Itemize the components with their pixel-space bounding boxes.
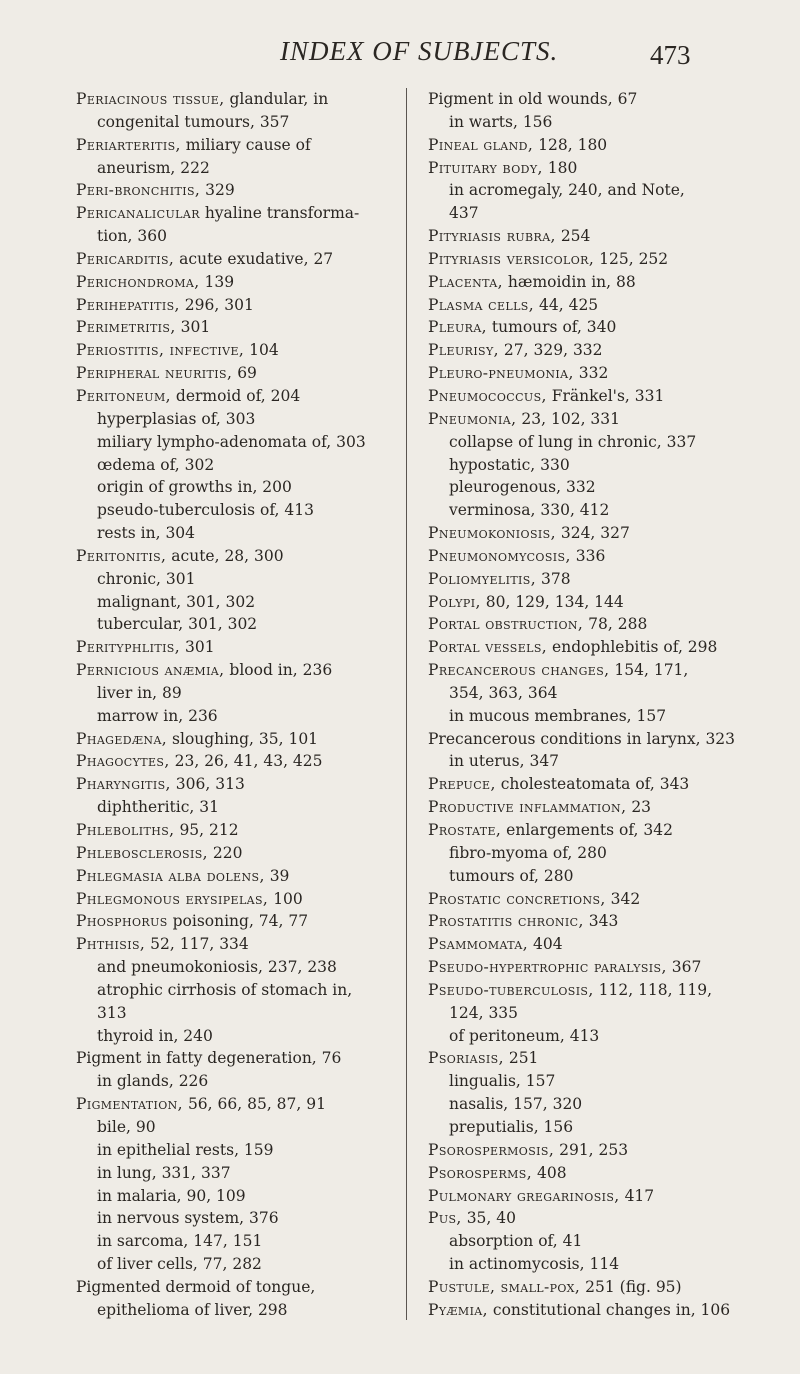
entry-heading: Pneumonomycosis, [428, 546, 571, 565]
index-entry [428, 157, 768, 180]
entry-heading: Pharyngitis, [76, 775, 171, 794]
entry-heading: Portal vessels, [428, 638, 548, 657]
entry-text: 139 [199, 272, 235, 291]
entry-text: hypostatic, 330 [449, 455, 570, 474]
entry-heading: Pneumococcus, [428, 386, 547, 405]
entry-heading: Prostatic concretions, [428, 889, 606, 908]
index-entry [76, 248, 416, 271]
index-entry [76, 910, 416, 933]
entry-text: glandular, in [224, 90, 329, 108]
entry-heading: Plasma cells, [428, 295, 535, 314]
entry-text: 23, 26, 41, 43, 425 [169, 752, 323, 771]
entry-text: 342 [605, 889, 641, 908]
entry-text: 23, 102, 331 [516, 409, 621, 428]
entry-text: 251 [503, 1049, 539, 1068]
entry-text: Fränkel's, 331 [546, 386, 665, 405]
entry-text: cholesteatomata of, 343 [495, 775, 690, 794]
entry-text: 100 [268, 889, 303, 908]
entry-text: acute exudative, 27 [174, 249, 334, 268]
entry-heading: Pustule, small-pox, [428, 1277, 581, 1296]
entry-text: in nervous system, 376 [97, 1209, 279, 1228]
entry-text: endophlebitis of, 298 [547, 638, 718, 657]
entry-heading: Pneumonia, [428, 409, 517, 428]
entry-text: sloughing, 35, 101 [167, 729, 319, 748]
index-column-right [428, 88, 768, 1322]
entry-text: marrow in, 236 [97, 706, 218, 725]
entry-text: origin of growths in, 200 [97, 478, 292, 497]
index-subentry [76, 796, 416, 819]
index-entry [428, 796, 768, 819]
index-entry [428, 294, 768, 317]
entry-text: 180 [542, 158, 578, 177]
index-entry [76, 659, 416, 682]
index-entry [76, 545, 416, 568]
index-entry [428, 339, 768, 362]
entry-text: of liver cells, 77, 282 [97, 1255, 262, 1274]
entry-heading: Phosphorus [76, 912, 168, 931]
entry-heading: Pityriasis versicolor, [428, 249, 595, 268]
index-entry [428, 362, 768, 385]
index-entry [428, 1139, 768, 1162]
entry-text: 301 [175, 318, 211, 337]
entry-heading: Phthisis, [76, 935, 146, 954]
index-subentry [76, 1185, 416, 1208]
index-subentry [76, 1116, 416, 1139]
entry-text: Pigment in fatty degeneration, 76 [76, 1049, 342, 1068]
index-entry [76, 728, 416, 751]
index-subentry [428, 1116, 768, 1139]
index-entry [428, 271, 768, 294]
index-subentry [76, 1002, 416, 1025]
entry-text: 437 [449, 204, 479, 223]
index-subentry [76, 225, 416, 248]
entry-text: 56, 66, 85, 87, 91 [183, 1095, 326, 1114]
entry-text: constitutional changes in, 106 [487, 1300, 731, 1319]
index-entry [76, 888, 416, 911]
index-subentry [76, 454, 416, 477]
index-subentry [428, 1253, 768, 1276]
entry-text: 404 [528, 935, 563, 954]
index-entry [428, 613, 768, 636]
entry-text: 39 [264, 866, 290, 885]
index-entry [428, 1047, 768, 1070]
entry-text: aneurism, 222 [97, 158, 210, 177]
entry-text: dermoid of, 204 [170, 386, 301, 405]
entry-text: malignant, 301, 302 [97, 592, 256, 611]
entry-heading: Precancerous changes, [428, 661, 610, 680]
entry-heading: Pericanalicular [76, 204, 200, 223]
entry-heading: Pseudo-hypertrophic paralysis, [428, 958, 667, 977]
index-entry [428, 591, 768, 614]
entry-text: 301 [180, 638, 215, 657]
index-entry [428, 248, 768, 271]
entry-text: nasalis, 157, 320 [449, 1095, 583, 1114]
entry-heading: Psorospermosis, [428, 1140, 555, 1159]
index-subentry [76, 522, 416, 545]
entry-heading: Placenta, [428, 272, 503, 291]
entry-text: 112, 118, 119, [593, 980, 713, 999]
index-subentry [428, 179, 768, 202]
index-entry [76, 134, 416, 157]
index-entry [428, 1162, 768, 1185]
index-subentry [76, 408, 416, 431]
index-entry [76, 750, 416, 773]
entry-text: 27, 329, 332 [499, 341, 603, 360]
entry-text: in epithelial rests, 159 [97, 1140, 274, 1159]
entry-text: hyaline transforma- [199, 204, 360, 223]
index-entry [428, 888, 768, 911]
entry-text: 104 [244, 341, 279, 360]
entry-text: in malaria, 90, 109 [97, 1186, 246, 1205]
index-subentry [76, 1230, 416, 1253]
entry-heading: Pleuro-pneumonia, [428, 364, 574, 383]
entry-text: 69 [232, 364, 257, 383]
entry-text: 336 [570, 546, 606, 565]
entry-text: 128, 180 [533, 135, 608, 154]
entry-text: 23 [626, 798, 652, 817]
index-entry [428, 385, 768, 408]
entry-text: diphtheritic, 31 [97, 798, 219, 817]
index-entry [76, 339, 416, 362]
entry-heading: Productive inflammation, [428, 798, 627, 817]
index-subentry [76, 1299, 416, 1322]
entry-text: 251 (fig. 95) [580, 1277, 682, 1296]
entry-text: in uterus, 347 [449, 752, 560, 771]
entry-text: absorption of, 41 [449, 1232, 583, 1251]
entry-heading: Pseudo-tuberculosis, [428, 980, 594, 999]
entry-heading: Psorosperms, [428, 1163, 533, 1182]
index-subentry [428, 750, 768, 773]
index-entry [76, 294, 416, 317]
index-entry [76, 88, 416, 111]
entry-text: 332 [573, 364, 609, 383]
entry-heading: Periarteritis, [76, 135, 181, 154]
entry-text: 95, 212 [174, 821, 239, 839]
index-subentry [76, 476, 416, 499]
entry-heading: Pernicious anæmia, [76, 661, 225, 680]
entry-heading: Periacinous tissue, [76, 90, 225, 108]
entry-text: 313 [97, 1003, 127, 1022]
index-entry [428, 568, 768, 591]
entry-heading: Portal obstruction, [428, 615, 584, 634]
index-entry [76, 316, 416, 339]
entry-heading: Pericarditis, [76, 249, 175, 268]
entry-heading: Psoriasis, [428, 1049, 504, 1068]
entry-text: 354, 363, 364 [449, 683, 558, 702]
entry-heading: Phleboliths, [76, 821, 175, 839]
entry-heading: Phagedæna, [76, 729, 168, 748]
entry-text: acute, 28, 300 [166, 546, 284, 565]
entry-text: in acromegaly, 240, and Note, [449, 181, 685, 200]
entry-text: 220 [208, 843, 243, 862]
entry-text: epithelioma of liver, 298 [97, 1300, 288, 1319]
index-subentry [76, 1162, 416, 1185]
index-subentry [428, 682, 768, 705]
entry-heading: Perimetritis, [76, 318, 176, 337]
index-subentry [428, 1230, 768, 1253]
index-subentry [428, 1025, 768, 1048]
entry-text: verminosa, 330, 412 [449, 501, 610, 520]
entry-text: tion, 360 [97, 227, 167, 246]
index-entry [428, 316, 768, 339]
index-entry [428, 545, 768, 568]
entry-heading: Pityriasis rubra, [428, 227, 556, 246]
entry-text: rests in, 304 [97, 524, 196, 543]
entry-text: pleurogenous, 332 [449, 478, 596, 497]
entry-heading: Pus, [428, 1209, 462, 1228]
index-entry [76, 362, 416, 385]
entry-text: chronic, 301 [97, 569, 196, 588]
index-subentry [428, 431, 768, 454]
entry-text: 343 [583, 912, 619, 931]
index-entry [428, 956, 768, 979]
entry-text: 296, 301 [179, 295, 254, 314]
entry-text: tumours of, 340 [487, 318, 617, 337]
index-entry [76, 202, 416, 225]
index-entry [76, 933, 416, 956]
page-number: 473 [650, 40, 691, 70]
entry-heading: Phagocytes, [76, 752, 170, 771]
entry-text: collapse of lung in chronic, 337 [449, 432, 697, 451]
entry-text: liver in, 89 [97, 683, 182, 702]
index-subentry [76, 111, 416, 134]
entry-heading: Phlegmonous erysipelas, [76, 889, 269, 908]
index-entry [428, 408, 768, 431]
entry-text: 80, 129, 134, 144 [480, 592, 624, 611]
entry-text: 408 [532, 1163, 567, 1182]
index-entry [428, 1207, 768, 1230]
entry-heading: Pituitary body, [428, 158, 543, 177]
entry-text: pseudo-tuberculosis of, 413 [97, 501, 314, 520]
index-entry [76, 1047, 416, 1070]
entry-text: Pigment in old wounds, 67 [428, 90, 638, 108]
entry-text: 254 [555, 227, 591, 246]
running-header [0, 34, 800, 74]
entry-text: 417 [619, 1186, 655, 1205]
index-entry [428, 979, 768, 1002]
entry-text: preputialis, 156 [449, 1117, 574, 1136]
entry-heading: Pneumokoniosis, [428, 524, 556, 543]
index-entry [76, 1276, 416, 1299]
entry-text: thyroid in, 240 [97, 1026, 213, 1045]
index-column-left [76, 88, 416, 1322]
entry-text: lingualis, 157 [449, 1072, 556, 1091]
index-subentry [76, 956, 416, 979]
entry-text: in actinomycosis, 114 [449, 1255, 620, 1274]
index-entry [76, 271, 416, 294]
entry-heading: Prostate, [428, 821, 502, 839]
index-subentry [76, 568, 416, 591]
entry-text: and pneumokoniosis, 237, 238 [97, 958, 337, 977]
entry-heading: Prepuce, [428, 775, 496, 794]
index-entry [76, 773, 416, 796]
entry-heading: Pigmentation, [76, 1095, 184, 1114]
entry-text: enlargements of, 342 [501, 821, 673, 839]
index-subentry [428, 111, 768, 134]
index-entry [76, 636, 416, 659]
entry-text: 78, 288 [583, 615, 648, 634]
entry-heading: Peritonitis, [76, 546, 167, 565]
index-subentry [76, 682, 416, 705]
entry-text: fibro-myoma of, 280 [449, 843, 607, 862]
index-entry [428, 636, 768, 659]
index-entry [76, 865, 416, 888]
entry-text: in warts, 156 [449, 112, 553, 131]
entry-heading: Pineal gland, [428, 135, 534, 154]
entry-text: 324, 327 [555, 524, 630, 543]
entry-heading: Peripheral neuritis, [76, 364, 233, 383]
index-entry [428, 1185, 768, 1208]
running-title: INDEX OF SUBJECTS. [280, 36, 559, 66]
index-subentry [76, 613, 416, 636]
index-entry [428, 134, 768, 157]
entry-text: Pigmented dermoid of tongue, [76, 1277, 316, 1296]
index-entry [428, 1299, 768, 1322]
entry-heading: Perichondroma, [76, 272, 200, 291]
entry-heading: Prostatitis chronic, [428, 912, 584, 931]
entry-heading: Psammomata, [428, 935, 529, 954]
index-subentry [76, 591, 416, 614]
entry-text: in glands, 226 [97, 1072, 209, 1091]
entry-heading: Pleurisy, [428, 341, 499, 360]
index-entry [76, 385, 416, 408]
index-subentry [76, 1139, 416, 1162]
index-subentry [428, 1002, 768, 1025]
entry-text: miliary lympho-adenomata of, 303 [97, 432, 366, 451]
entry-text: 378 [536, 569, 571, 588]
entry-text: 44, 425 [534, 295, 599, 314]
entry-text: bile, 90 [97, 1117, 156, 1136]
index-subentry [428, 476, 768, 499]
entry-heading: Peritoneum, [76, 386, 171, 405]
entry-heading: Perityphlitis, [76, 638, 181, 657]
entry-text: hyperplasias of, 303 [97, 409, 256, 428]
index-subentry [428, 454, 768, 477]
entry-heading: Phlebosclerosis, [76, 843, 208, 862]
index-entry [76, 842, 416, 865]
entry-text: in sarcoma, 147, 151 [97, 1232, 263, 1251]
index-entry [428, 910, 768, 933]
index-subentry [76, 705, 416, 728]
index-subentry [428, 499, 768, 522]
index-entry [428, 88, 768, 111]
index-entry [428, 522, 768, 545]
index-subentry [76, 499, 416, 522]
index-subentry [76, 1070, 416, 1093]
entry-heading: Polypi, [428, 592, 481, 611]
entry-heading: Pleura, [428, 318, 487, 337]
index-entry [76, 179, 416, 202]
index-subentry [76, 1207, 416, 1230]
entry-heading: Poliomyelitis, [428, 569, 537, 588]
index-subentry [428, 842, 768, 865]
entry-text: 367 [666, 958, 702, 977]
index-subentry [76, 1253, 416, 1276]
entry-heading: Pyæmia, [428, 1300, 488, 1319]
index-subentry [76, 1025, 416, 1048]
entry-text: 52, 117, 334 [145, 935, 249, 954]
entry-text: blood in, 236 [224, 661, 333, 680]
index-subentry [76, 157, 416, 180]
index-entry [428, 225, 768, 248]
index-entry [76, 819, 416, 842]
entry-text: 125, 252 [594, 249, 669, 268]
entry-heading: Periostitis, infective, [76, 341, 245, 360]
index-subentry [428, 865, 768, 888]
entry-text: atrophic cirrhosis of stomach in, [97, 980, 353, 999]
entry-text: of peritoneum, 413 [449, 1026, 600, 1045]
index-entry [428, 728, 768, 751]
entry-text: œdema of, 302 [97, 455, 215, 474]
entry-text: 291, 253 [554, 1140, 629, 1159]
entry-text: in lung, 331, 337 [97, 1163, 231, 1182]
index-entry [428, 933, 768, 956]
index-entry [428, 659, 768, 682]
entry-heading: Pulmonary gregarinosis, [428, 1186, 620, 1205]
index-entry [428, 773, 768, 796]
entry-text: congenital tumours, 357 [97, 112, 290, 131]
entry-text: Precancerous conditions in larynx, 323 [428, 729, 736, 748]
index-subentry [76, 431, 416, 454]
index-subentry [428, 202, 768, 225]
entry-heading: Peri-bronchitis, [76, 181, 201, 200]
entry-text: in mucous membranes, 157 [449, 706, 667, 725]
index-subentry [428, 705, 768, 728]
entry-heading: Perihepatitis, [76, 295, 180, 314]
entry-heading: Phlegmasia alba dolens, [76, 866, 265, 885]
index-subentry [76, 979, 416, 1002]
entry-text: 35, 40 [461, 1209, 516, 1228]
entry-text: poisoning, 74, 77 [167, 912, 309, 931]
index-entry [76, 1093, 416, 1116]
entry-text: tumours of, 280 [449, 866, 574, 885]
entry-text: hæmoidin in, 88 [502, 272, 636, 291]
entry-text: tubercular, 301, 302 [97, 615, 258, 634]
index-subentry [428, 1070, 768, 1093]
entry-text: 154, 171, [609, 661, 689, 680]
entry-text: miliary cause of [180, 135, 311, 154]
index-subentry [428, 1093, 768, 1116]
entry-text: 306, 313 [170, 775, 245, 794]
index-entry [428, 819, 768, 842]
index-entry [428, 1276, 768, 1299]
entry-text: 124, 335 [449, 1003, 519, 1022]
entry-text: 329 [200, 181, 235, 200]
